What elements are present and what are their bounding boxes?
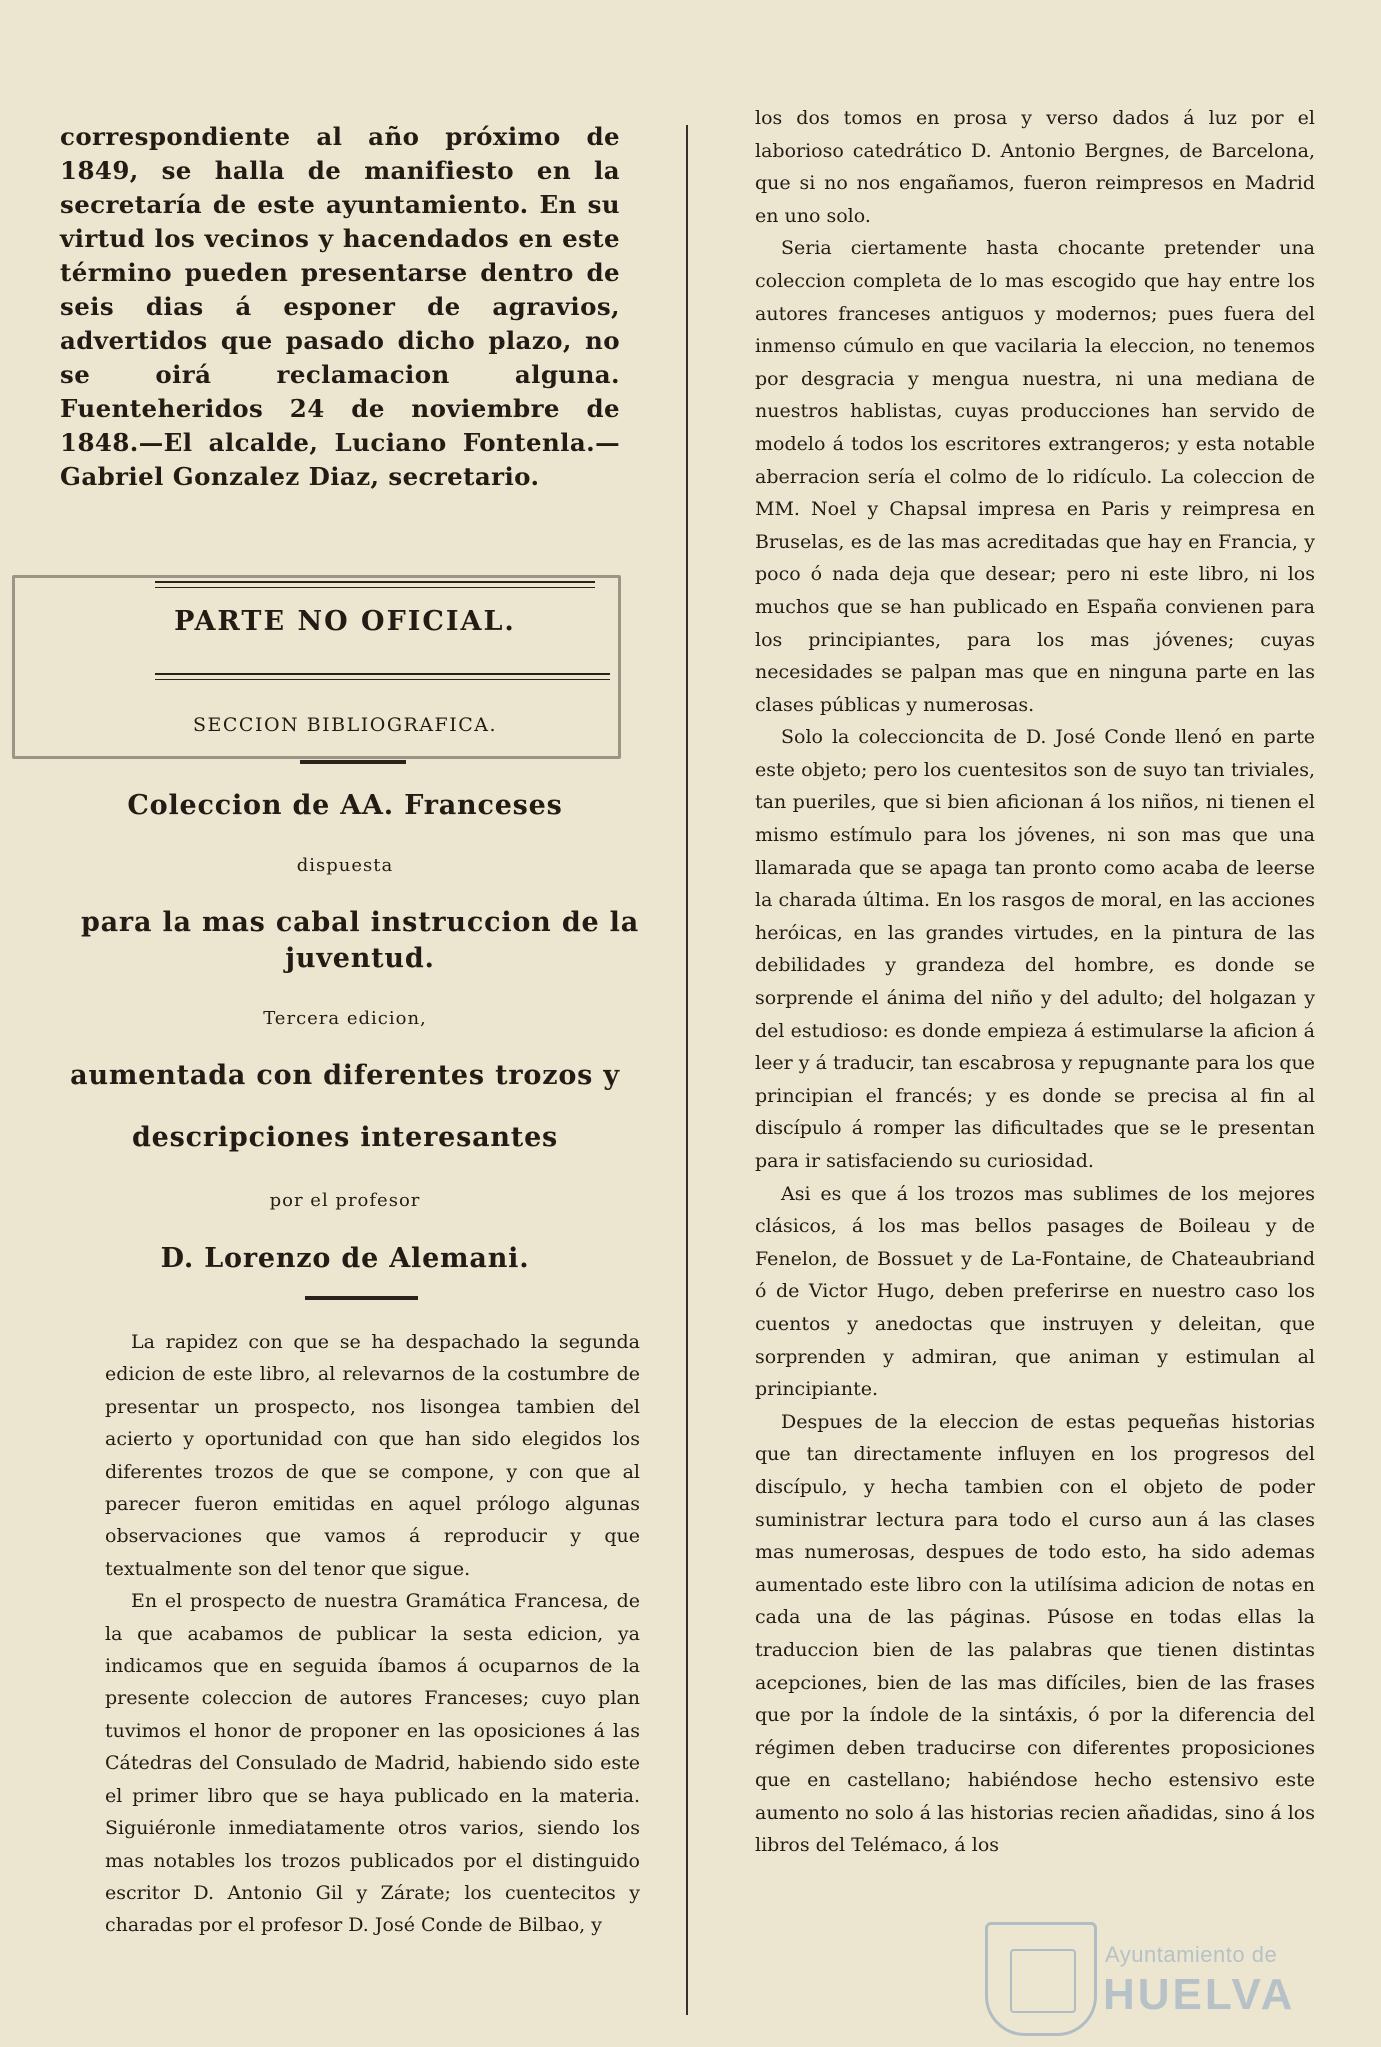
book-title-line-3: aumentada con diferentes trozos y [70, 1060, 620, 1091]
section-subheading: SECCION BIBLIOGRAFICA. [192, 714, 498, 736]
notice-paragraph: correspondiente al año próximo de 1849, se halla de manifiesto en la secretaría de este ayuntamiento. En su virtud los vecinos y hacendados en este término pueden presentarse dentro de seis dias á esponer de agravios, advertidos que pasado dicho plazo, no se oirá reclamacion alguna. Fuenteheridos 24 de noviembre de 1848.—El alcalde, Luciano Fontenla.—Gabriel Gonzalez Diaz, secretario. [60, 122, 620, 491]
short-rule-2 [305, 1296, 418, 1300]
archive-watermark [985, 1918, 1365, 2038]
watermark-line-2: HUELVA [1103, 1970, 1296, 2019]
right-paragraph: Seria ciertamente hasta chocante pretender una coleccion completa de lo mas escogido que hay entre los autores franceses antiguos y modernos; pues fuera del inmenso cúmulo en que vacilaria la eleccion, no tenemos por desgracia y mengua nuestra, ni una mediana de nuestros hablistas, cuyas producciones han servido de modelo á todos los escritores extrangeros; y esta notable aberracion sería el colmo de lo ridículo. La coleccion de MM. Noel y Chapsal impresa en Paris y reimpresa en Bruselas, es de las mas acreditadas que hay en Francia, y poco ó nada deja que desear; pero ni este libro, ni los muchos que se han publicado en España convienen para los principiantes, para los mas jóvenes; cuyas necesidades se palpan mas que en ninguna parte en las clases públicas y numerosas. [755, 237, 1315, 716]
book-title-line-2: para la mas cabal instruccion de la juventud. [80, 907, 640, 974]
rule-top [155, 581, 595, 588]
right-body-text [755, 102, 1315, 1862]
left-paragraph: En el prospecto de nuestra Gramática Francesa, de la que acabamos de publicar la sesta edicion, ya indicamos que en seguida íbamos á ocuparnos de la presente coleccion de autores Franceses; cuyo plan tuvimos el honor de proponer en las oposiciones á las Cátedras del Consulado de Madrid, habiendo sido este el primer libro que se haya publicado en la materia. Siguiéronle inmediatamente otros varios, siendo los mas notables los trozos publicados por el distinguido escritor D. Antonio Gil y Zárate; los cuentecitos y charadas por el profesor D. José Conde de Bilbao, y [105, 1590, 640, 1937]
book-line-dispuesta: dispuesta [296, 855, 394, 876]
right-paragraph: Despues de la eleccion de estas pequeñas historias que tan directamente influyen en los progresos del discípulo, y hecha tambien con el objeto de poder suministrar lectura para todo el curso aun á las clases mas numerosas, despues de todo esto, ha sido ademas aumentado este libro con la utilísima adicion de notas en cada una de las páginas. Púsose en todas ellas la traduccion bien de las palabras que tienen distintas acepciones, bien de las mas difíciles, bien de las frases que por la índole de la sintáxis, ó por la diferencia del régimen deben traducirse con diferentes proposiciones que en castellano; habiéndose hecho estensivo este aumento no solo á las historias recien añadidas, sino á los libros del Telémaco, á los [755, 1410, 1315, 1857]
rule-middle [155, 673, 610, 680]
book-edition: Tercera edicion, [263, 1008, 427, 1029]
book-title-line-4: descripciones interesantes [131, 1122, 559, 1153]
right-paragraph: Asi es que á los trozos mas sublimes de los mejores clásicos, á los mas bellos pasages de Boileau y de Fenelon, de Bossuet y de La-Fontaine, de Chateaubriand ó de Victor Hugo, deben preferirse en nuestro caso los cuentos y anedoctas que instruyen y deleitan, que sorprenden y admiran, que animan y estimulan al principiante. [755, 1182, 1315, 1401]
section-heading: PARTE NO OFICIAL. [174, 606, 516, 637]
right-paragraph: Solo la coleccioncita de D. José Conde llenó en parte este objeto; pero los cuentesitos son de suyo tan triviales, tan pueriles, que si bien aficionan á los niños, ni tienen el mismo estímulo para los jóvenes, ni son mas que una llamarada que se apaga tan pronto como acaba de leerse la charada última. En los rasgos de moral, en las acciones heróicas, en las grandes virtudes, en la pintura de las debilidades y grandeza del hombre, es donde se sorprende el ánima del niño y del adulto; del holgazan y del estudioso: es donde empieza á estimularse la aficion á leer y á traducir, tan escabrosa y repugnante para los que principian el francés; y es donde se precisa al fin al discípulo á romper las dificultades que se le presentan para ir satisfaciendo su curiosidad. [755, 726, 1315, 1172]
notice-block [60, 120, 620, 494]
short-rule-1 [300, 760, 406, 764]
coat-of-arms-icon [985, 1922, 1097, 2036]
watermark-line-1: Ayuntamiento de [1105, 1942, 1278, 1967]
book-by: por el profesor [269, 1190, 421, 1211]
book-title-line-1: Coleccion de AA. Franceses [127, 790, 563, 821]
book-author: D. Lorenzo de Alemani. [160, 1243, 530, 1274]
left-paragraph: La rapidez con que se ha despachado la segunda edicion de este libro, al relevarnos de la costumbre de presentar un prospecto, nos lisongea tambien del acierto y oportunidad con que han sido elegidos los diferentes trozos de que se compone, y con que al parecer fueron emitidas en aquel prólogo algunas observaciones que vamos á reproducir y que textualmente son del tenor que sigue. [105, 1331, 640, 1580]
right-paragraph: los dos tomos en prosa y verso dados á luz por el laborioso catedrático D. Antonio Bergnes, de Barcelona, que si no nos engañamos, fueron reimpresos en Madrid en uno solo. [755, 107, 1315, 227]
column-divider [686, 125, 688, 2015]
left-body-text [105, 1326, 640, 1942]
